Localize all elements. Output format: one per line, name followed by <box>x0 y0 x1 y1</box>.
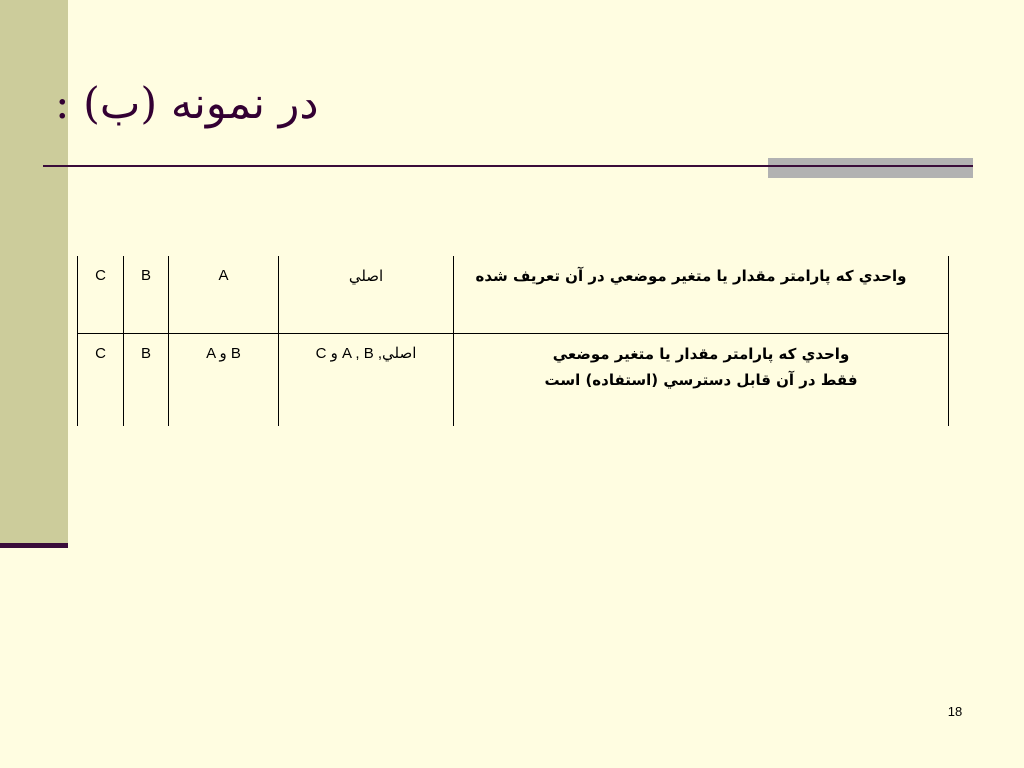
title-accent-bar <box>768 158 973 178</box>
cell-a: A و B <box>169 334 279 427</box>
description-line: فقط در آن قابل دسترسي (استفاده) است <box>544 371 858 389</box>
description-line: واحدي كه پارامتر مقدار يا متغير موضعي در آن تعريف شده <box>475 267 907 285</box>
cell-description <box>454 334 949 427</box>
table-row <box>78 256 949 334</box>
cell-description <box>454 256 949 334</box>
page-number: 18 <box>947 704 963 719</box>
cell-c: C <box>78 256 124 334</box>
cell-main: اصلي <box>279 256 454 334</box>
slide-title: در نمونه (ب) : <box>55 79 319 129</box>
title-accent-line <box>768 165 973 167</box>
cell-main: اصلي, A , B و C <box>279 334 454 427</box>
left-band-rule <box>0 543 68 548</box>
description-line: واحدي كه پارامتر مقدار يا متغير موضعي <box>552 345 850 363</box>
scope-table <box>77 256 949 426</box>
cell-a: A <box>169 256 279 334</box>
table-row <box>78 334 949 427</box>
cell-b: B <box>124 256 169 334</box>
cell-c: C <box>78 334 124 427</box>
cell-b: B <box>124 334 169 427</box>
